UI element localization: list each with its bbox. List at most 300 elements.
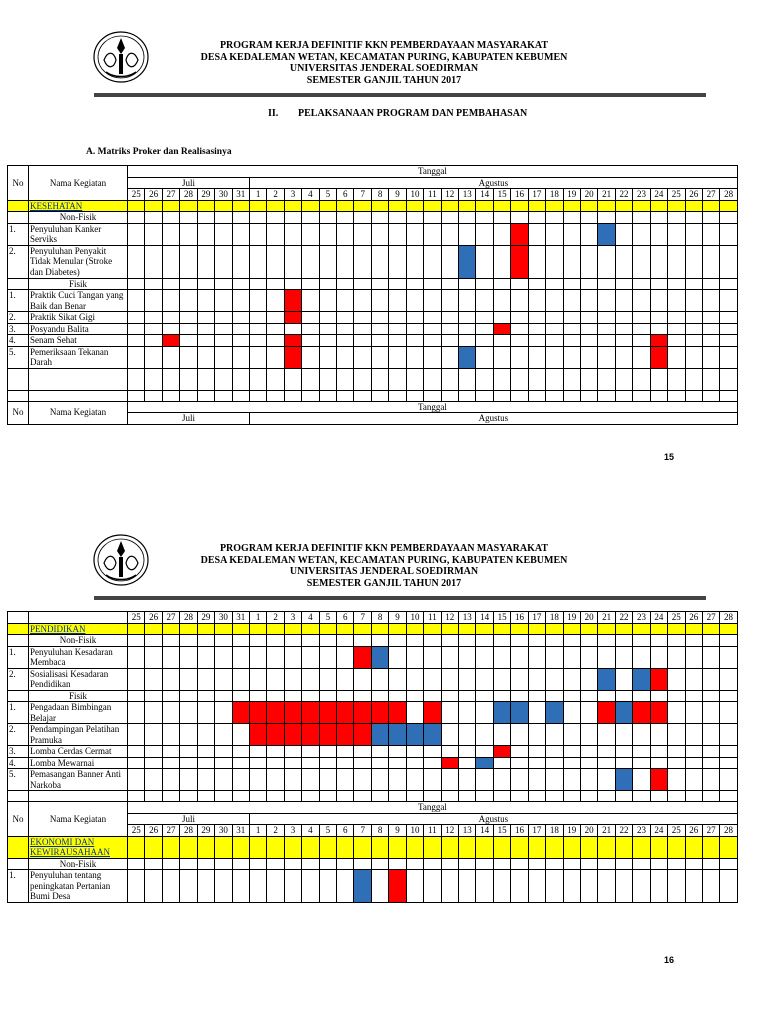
schedule-realisasi-cell	[354, 870, 371, 903]
day-label: 4	[302, 189, 319, 201]
schedule-cell	[180, 245, 197, 278]
day-label: 3	[284, 189, 301, 201]
schedule-cell	[180, 290, 197, 312]
schedule-cell	[180, 870, 197, 903]
activity-row	[8, 702, 738, 724]
schedule-cell	[702, 769, 719, 791]
day-label: 4	[302, 612, 319, 624]
schedule-realisasi-cell	[546, 702, 563, 724]
blank-cell	[215, 858, 232, 870]
schedule-cell	[633, 335, 650, 347]
schedule-cell	[720, 346, 738, 368]
day-label: 7	[354, 825, 371, 837]
schedule-cell	[197, 724, 214, 746]
blank-cell	[232, 212, 249, 224]
category-fill-cell	[337, 200, 354, 212]
day-label: 16	[511, 189, 528, 201]
schedule-cell	[215, 312, 232, 324]
category-fill-cell	[302, 200, 319, 212]
category-fill-cell	[215, 836, 232, 858]
category-fill-cell	[668, 836, 685, 858]
schedule-cell	[145, 290, 162, 312]
header-tanggal: Tanggal	[128, 166, 738, 178]
category-fill-cell	[528, 623, 545, 635]
schedule-cell	[563, 724, 580, 746]
category-fill-cell	[493, 836, 510, 858]
schedule-cell	[633, 757, 650, 769]
blank-cell	[720, 368, 738, 390]
category-fill-cell	[337, 623, 354, 635]
schedule-cell	[685, 646, 702, 668]
blank-cell	[546, 278, 563, 290]
schedule-cell	[702, 323, 719, 335]
blank-row	[8, 791, 738, 802]
matrix-table-page1	[7, 165, 738, 425]
schedule-cell	[354, 245, 371, 278]
day-label: 27	[702, 612, 719, 624]
day-label: 25	[128, 825, 145, 837]
schedule-cell	[580, 290, 597, 312]
blank-cell	[197, 212, 214, 224]
schedule-cell	[128, 702, 145, 724]
schedule-realisasi-cell	[633, 668, 650, 690]
day-label: 16	[511, 825, 528, 837]
schedule-cell	[267, 312, 284, 324]
blank-cell	[702, 390, 719, 401]
blank-cell	[145, 278, 162, 290]
blank-cell	[511, 635, 528, 647]
blank-cell	[232, 368, 249, 390]
blank-cell	[424, 278, 441, 290]
schedule-cell	[389, 290, 406, 312]
schedule-plan-cell	[284, 312, 301, 324]
category-fill-cell	[598, 623, 615, 635]
blank-cell	[546, 635, 563, 647]
activity-row	[8, 312, 738, 324]
blank-cell	[406, 690, 423, 702]
schedule-cell	[633, 769, 650, 791]
schedule-cell	[371, 346, 388, 368]
schedule-cell	[371, 746, 388, 758]
schedule-cell	[528, 746, 545, 758]
schedule-cell	[528, 668, 545, 690]
schedule-cell	[598, 746, 615, 758]
schedule-cell	[337, 245, 354, 278]
activity-name: Penyuluhan Penyakit Tidak Menular (Stroke dan Diabetes)	[29, 245, 128, 278]
schedule-cell	[406, 245, 423, 278]
blank-cell	[580, 212, 597, 224]
category-fill-cell	[685, 836, 702, 858]
schedule-cell	[424, 223, 441, 245]
day-label: 14	[476, 612, 493, 624]
category-fill-cell	[267, 836, 284, 858]
blank-cell	[29, 791, 128, 802]
blank-cell	[389, 635, 406, 647]
blank-cell	[424, 390, 441, 401]
day-label: 24	[650, 612, 667, 624]
schedule-cell	[685, 702, 702, 724]
header-no: No	[8, 802, 29, 837]
blank-cell	[128, 212, 145, 224]
category-fill-cell	[267, 623, 284, 635]
category-fill-cell	[633, 200, 650, 212]
schedule-cell	[267, 346, 284, 368]
blank-cell	[337, 635, 354, 647]
day-label: 27	[162, 825, 179, 837]
day-label: 26	[145, 825, 162, 837]
blank-cell	[702, 212, 719, 224]
category-fill-cell	[215, 623, 232, 635]
schedule-cell	[650, 746, 667, 758]
header-line: PROGRAM KERJA DEFINITIF KKN PEMBERDAYAAN MASYARAKAT	[219, 543, 549, 554]
category-fill-cell	[180, 623, 197, 635]
category-fill-cell	[354, 836, 371, 858]
schedule-cell	[215, 223, 232, 245]
schedule-cell	[668, 290, 685, 312]
schedule-cell	[563, 702, 580, 724]
schedule-cell	[441, 668, 458, 690]
activity-row	[8, 323, 738, 335]
blank-cell	[267, 791, 284, 802]
schedule-plan-cell	[162, 335, 179, 347]
schedule-cell	[580, 769, 597, 791]
blank-cell	[668, 858, 685, 870]
schedule-plan-cell	[337, 702, 354, 724]
category-fill-cell	[215, 200, 232, 212]
blank-cell	[476, 278, 493, 290]
blank-cell	[685, 791, 702, 802]
blank-cell	[337, 690, 354, 702]
schedule-cell	[215, 724, 232, 746]
blank-cell	[668, 690, 685, 702]
category-fill-cell	[528, 200, 545, 212]
blank-cell	[650, 690, 667, 702]
schedule-cell	[284, 870, 301, 903]
schedule-cell	[668, 346, 685, 368]
schedule-cell	[668, 668, 685, 690]
day-label: 9	[389, 189, 406, 201]
schedule-cell	[128, 746, 145, 758]
activity-row	[8, 769, 738, 791]
schedule-cell	[668, 323, 685, 335]
category-fill-cell	[145, 836, 162, 858]
schedule-cell	[128, 668, 145, 690]
blank-cell	[563, 278, 580, 290]
matrix-table-page2	[7, 611, 738, 903]
category-fill-cell	[493, 623, 510, 635]
schedule-cell	[145, 724, 162, 746]
schedule-cell	[685, 245, 702, 278]
subcategory-label: Non-Fisik	[29, 212, 128, 224]
schedule-cell	[424, 346, 441, 368]
schedule-cell	[563, 290, 580, 312]
schedule-cell	[302, 335, 319, 347]
schedule-cell	[615, 668, 632, 690]
blank-cell	[249, 635, 266, 647]
schedule-cell	[389, 223, 406, 245]
schedule-cell	[319, 668, 336, 690]
activity-name: Pemeriksaan Tekanan Darah	[29, 346, 128, 368]
schedule-cell	[267, 245, 284, 278]
day-label: 25	[668, 825, 685, 837]
schedule-cell	[546, 290, 563, 312]
blank-cell	[650, 212, 667, 224]
schedule-plan-cell	[284, 724, 301, 746]
schedule-cell	[162, 668, 179, 690]
blank-cell	[406, 278, 423, 290]
category-fill-cell	[563, 200, 580, 212]
schedule-cell	[354, 223, 371, 245]
schedule-cell	[232, 323, 249, 335]
schedule-cell	[406, 323, 423, 335]
schedule-cell	[441, 769, 458, 791]
blank-cell	[459, 278, 476, 290]
activity-row	[8, 646, 738, 668]
schedule-cell	[598, 312, 615, 324]
schedule-cell	[528, 312, 545, 324]
blank-cell	[319, 791, 336, 802]
schedule-cell	[424, 746, 441, 758]
schedule-cell	[162, 757, 179, 769]
schedule-cell	[441, 323, 458, 335]
activity-name: Penyuluhan Kanker Serviks	[29, 223, 128, 245]
schedule-cell	[197, 312, 214, 324]
activity-row	[8, 346, 738, 368]
category-fill-cell	[371, 623, 388, 635]
schedule-cell	[702, 290, 719, 312]
activity-row	[8, 290, 738, 312]
category-fill-cell	[180, 836, 197, 858]
day-label: 28	[180, 825, 197, 837]
blank-cell	[215, 390, 232, 401]
activity-name: Penyuluhan Kesadaran Membaca	[29, 646, 128, 668]
schedule-cell	[128, 870, 145, 903]
schedule-cell	[720, 223, 738, 245]
schedule-cell	[215, 870, 232, 903]
schedule-cell	[580, 646, 597, 668]
schedule-cell	[162, 346, 179, 368]
schedule-cell	[685, 223, 702, 245]
blank-cell	[197, 791, 214, 802]
day-label: 13	[459, 825, 476, 837]
schedule-cell	[406, 290, 423, 312]
category-fill-cell	[319, 836, 336, 858]
schedule-cell	[267, 757, 284, 769]
schedule-cell	[215, 646, 232, 668]
category-fill-cell	[702, 623, 719, 635]
blank-cell	[197, 858, 214, 870]
blank-cell	[528, 212, 545, 224]
schedule-plan-cell	[232, 702, 249, 724]
schedule-cell	[302, 223, 319, 245]
schedule-cell	[615, 746, 632, 758]
blank-cell	[424, 212, 441, 224]
blank-cell	[302, 278, 319, 290]
day-label: 21	[598, 189, 615, 201]
schedule-cell	[232, 668, 249, 690]
schedule-plan-cell	[302, 702, 319, 724]
schedule-cell	[493, 668, 510, 690]
schedule-cell	[493, 724, 510, 746]
blank-cell	[493, 390, 510, 401]
schedule-cell	[249, 290, 266, 312]
blank-cell	[302, 212, 319, 224]
schedule-cell	[668, 746, 685, 758]
activity-row	[8, 746, 738, 758]
schedule-cell	[685, 746, 702, 758]
schedule-cell	[319, 323, 336, 335]
schedule-cell	[650, 323, 667, 335]
schedule-cell	[406, 668, 423, 690]
schedule-cell	[371, 757, 388, 769]
schedule-cell	[615, 223, 632, 245]
schedule-cell	[180, 646, 197, 668]
activity-no: 3.	[8, 323, 29, 335]
schedule-cell	[215, 668, 232, 690]
schedule-cell	[459, 702, 476, 724]
schedule-cell	[528, 223, 545, 245]
schedule-cell	[215, 323, 232, 335]
schedule-cell	[215, 746, 232, 758]
blank-cell	[232, 690, 249, 702]
schedule-cell	[197, 335, 214, 347]
schedule-cell	[493, 312, 510, 324]
blank-cell	[441, 278, 458, 290]
blank-cell	[650, 858, 667, 870]
blank-cell	[528, 368, 545, 390]
day-label: 23	[633, 825, 650, 837]
category-fill-cell	[615, 836, 632, 858]
category-fill-cell	[511, 836, 528, 858]
schedule-cell	[476, 335, 493, 347]
schedule-cell	[528, 769, 545, 791]
blank-cell	[371, 635, 388, 647]
category-fill-cell	[668, 623, 685, 635]
schedule-cell	[371, 668, 388, 690]
schedule-cell	[528, 346, 545, 368]
blank-cell	[267, 690, 284, 702]
schedule-plan-cell	[354, 646, 371, 668]
blank-cell	[29, 390, 128, 401]
schedule-cell	[702, 335, 719, 347]
schedule-cell	[528, 702, 545, 724]
day-label: 17	[528, 189, 545, 201]
day-label: 20	[580, 612, 597, 624]
schedule-cell	[145, 245, 162, 278]
schedule-plan-cell	[319, 702, 336, 724]
schedule-cell	[232, 223, 249, 245]
schedule-cell	[232, 870, 249, 903]
schedule-cell	[598, 724, 615, 746]
schedule-cell	[424, 245, 441, 278]
month-agustus: Agustus	[249, 413, 737, 425]
schedule-cell	[267, 323, 284, 335]
schedule-cell	[650, 646, 667, 668]
activity-name: Posyandu Balita	[29, 323, 128, 335]
blank-cell	[215, 278, 232, 290]
blank-cell	[354, 278, 371, 290]
schedule-cell	[232, 312, 249, 324]
schedule-cell	[197, 646, 214, 668]
category-fill-cell	[720, 200, 738, 212]
schedule-cell	[511, 769, 528, 791]
schedule-cell	[145, 335, 162, 347]
day-label: 6	[337, 612, 354, 624]
schedule-cell	[598, 290, 615, 312]
schedule-realisasi-cell	[459, 346, 476, 368]
activity-name: Lomba Cerdas Cermat	[29, 746, 128, 758]
schedule-cell	[215, 757, 232, 769]
blank-cell	[580, 368, 597, 390]
schedule-cell	[145, 312, 162, 324]
blank-cell	[476, 791, 493, 802]
blank-cell	[354, 368, 371, 390]
subcategory-row	[8, 858, 738, 870]
blank-cell	[406, 858, 423, 870]
schedule-cell	[406, 870, 423, 903]
day-label: 10	[406, 612, 423, 624]
day-label: 14	[476, 825, 493, 837]
schedule-cell	[546, 746, 563, 758]
schedule-cell	[528, 870, 545, 903]
schedule-cell	[249, 223, 266, 245]
schedule-plan-cell	[371, 702, 388, 724]
section-title	[268, 108, 527, 119]
blank-cell	[337, 278, 354, 290]
schedule-cell	[215, 245, 232, 278]
schedule-cell	[284, 646, 301, 668]
schedule-cell	[371, 323, 388, 335]
category-row	[8, 623, 738, 635]
schedule-plan-cell	[319, 724, 336, 746]
blank-cell	[267, 858, 284, 870]
blank-cell	[215, 635, 232, 647]
schedule-cell	[371, 312, 388, 324]
page2-header-title	[0, 543, 768, 589]
schedule-cell	[598, 769, 615, 791]
blank-cell	[371, 858, 388, 870]
schedule-cell	[615, 346, 632, 368]
schedule-realisasi-cell	[476, 757, 493, 769]
schedule-cell	[615, 312, 632, 324]
day-label: 22	[615, 189, 632, 201]
schedule-cell	[389, 323, 406, 335]
blank-cell	[702, 858, 719, 870]
activity-name: Pemasangan Banner Anti Narkoba	[29, 769, 128, 791]
schedule-cell	[511, 312, 528, 324]
activity-no: 2.	[8, 312, 29, 324]
schedule-cell	[650, 223, 667, 245]
schedule-cell	[511, 757, 528, 769]
blank-cell	[702, 368, 719, 390]
day-label: 9	[389, 612, 406, 624]
blank-cell	[284, 278, 301, 290]
day-label: 26	[685, 189, 702, 201]
category-fill-cell	[232, 623, 249, 635]
schedule-cell	[197, 223, 214, 245]
schedule-cell	[615, 290, 632, 312]
day-label: 29	[197, 825, 214, 837]
schedule-cell	[232, 346, 249, 368]
schedule-cell	[546, 668, 563, 690]
blank-cell	[197, 368, 214, 390]
schedule-cell	[406, 746, 423, 758]
schedule-cell	[197, 757, 214, 769]
category-fill-cell	[371, 836, 388, 858]
blank-cell	[8, 635, 29, 647]
day-label: 27	[162, 189, 179, 201]
blank-cell	[615, 390, 632, 401]
